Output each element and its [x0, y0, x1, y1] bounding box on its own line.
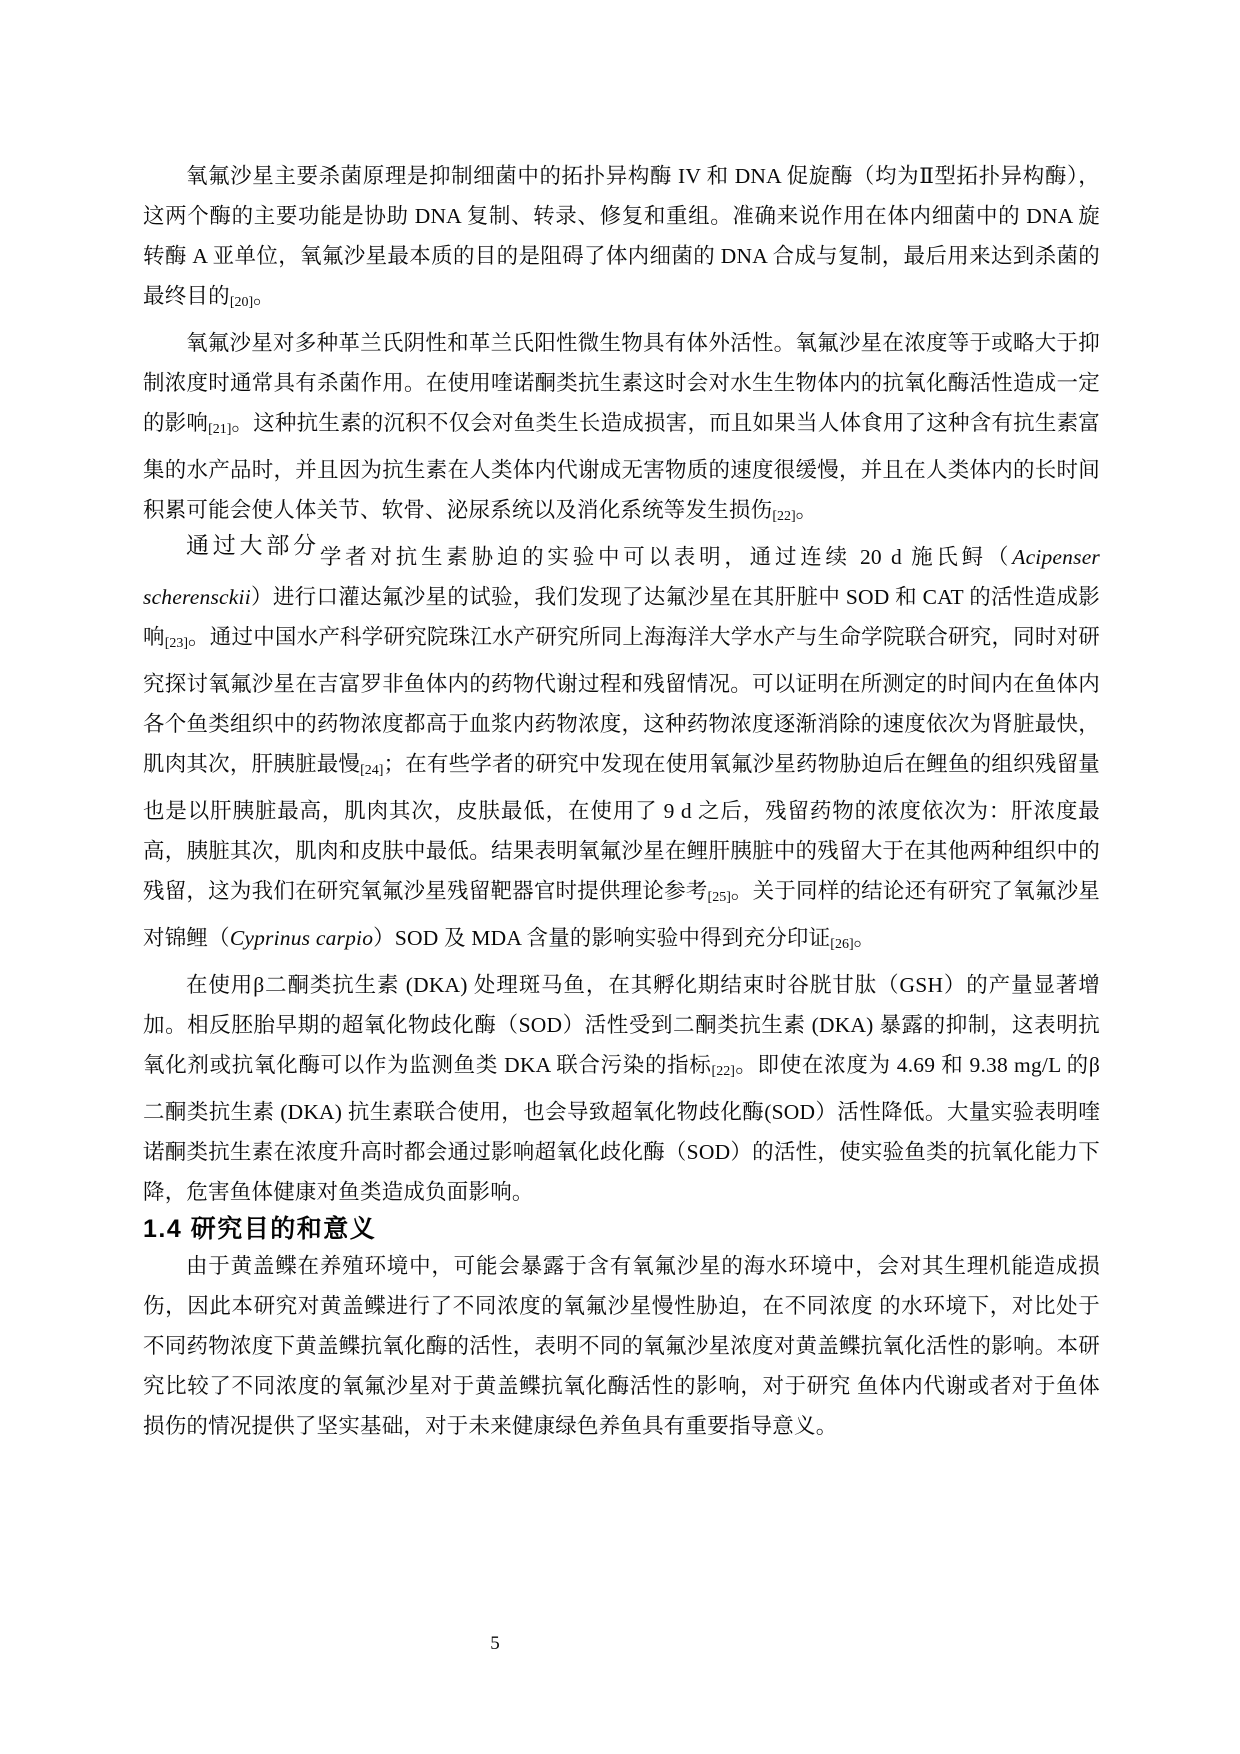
text-run: 氧氟沙星对多种革兰氏阴性和革兰氏阳性微生物具有体外活性。氧氟沙星在浓度等于或略大于抑制浓度时通常具有杀菌作用。在使用喹诺酮类抗生素这时会对水生生物体内的抗氧化酶活性造成一定的影响: [143, 331, 1100, 435]
citation-ref-21: [21]: [208, 422, 232, 437]
text-run: ）进行口灌达氟沙星的试验，我们发现了达氟沙星在其肝脏中 SOD 和 CAT 的活性造成影响: [143, 585, 1100, 649]
text-run: 。关于同样的结论还有研究了氧氟沙星对锦鲤（: [143, 879, 1100, 950]
citation-ref-20: [20]: [229, 295, 254, 310]
page-number: 5: [490, 1633, 500, 1654]
citation-ref-26: [26]: [830, 937, 854, 952]
species-name-latin: Acipenser scherensckii: [143, 545, 1101, 609]
text-run: ；在有些学者的研究中发现在使用氧氟沙星药物胁迫后在鲤鱼的组织残留量也是以肝胰脏最高，肌肉其次，皮肤最低，在使用了 9 d 之后，残留药物的浓度依次为：肝浓度最高，胰脏其次，肌肉和皮肤中最低。结果表明氧氟沙星在鲤肝胰脏中的残留大于在其他两种组织中的残留，这为我们在研究氧氟沙星残留靶器官时提供理论参考: [143, 752, 1100, 903]
text-run: 。: [253, 284, 275, 308]
paragraph-4: [143, 965, 1100, 1212]
text-run: 。: [795, 498, 818, 522]
citation-ref-24: [24]: [360, 763, 384, 778]
text-run: 氧氟沙星主要杀菌原理是抑制细菌中的拓扑异构酶 IV 和 DNA 促旋酶（均为Ⅱ型拓扑异构酶），这两个酶的主要功能是协助 DNA 复制、转录、修复和重组。准确来说作用在体内细菌中的 DNA 旋转酶 A 亚单位，氧氟沙星最本质的目的是阻碍了体内细菌的 DNA 合成与复制，最后用来达到杀菌的最终目的: [143, 164, 1100, 308]
section-heading-1-4: 1.4 研究目的和意义: [143, 1215, 377, 1243]
text-run: 。即使在浓度为 4.69 和 9.38 mg/L 的β二酮类抗生素 (DKA) 抗生素联合使用，也会导致超氧化物歧化酶(SOD）活性降低。大量实验表明喹诺酮类抗生素在浓度升高时都会通过影响超氧化歧化酶（SOD）的活性，使实验鱼类的抗氧化能力下降，危害鱼体健康对鱼类造成负面影响。: [143, 1053, 1100, 1204]
species-name-latin: Cyprinus carpio: [229, 926, 374, 950]
paragraph-2: [143, 323, 1100, 537]
page-body-text: [143, 156, 1100, 1446]
citation-ref-23: [23]: [164, 636, 189, 651]
text-run: 学者对抗生素胁迫的实验中可以表明，通过连续 20 d 施氏鲟（: [319, 545, 1013, 569]
text-run: ）SOD 及 MDA 含量的影响实验中得到充分印证: [373, 926, 831, 950]
misaligned-text-run: 通过大部分: [186, 533, 320, 558]
citation-ref-25: [25]: [707, 890, 731, 905]
text-run: 在使用β二酮类抗生素 (DKA) 处理斑马鱼，在其孵化期结束时谷胱甘肽（GSH）的产量显著增加。相反胚胎早期的超氧化物歧化酶（SOD）活性受到二酮类抗生素 (DKA) 暴露的抑制，这表明抗氧化剂或抗氧化酶可以作为监测鱼类 DKA 联合污染的指标: [143, 973, 1100, 1077]
text-run: 。通过中国水产科学研究院珠江水产研究所同上海海洋大学水产与生命学院联合研究，同时对研究探讨氧氟沙星在吉富罗非鱼体内的药物代谢过程和残留情况。可以证明在所测定的时间内在鱼体内各个鱼类组织中的药物浓度都高于血浆内药物浓度，这种药物浓度逐渐消除的速度依次为肾脏最快，肌肉其次，肝胰脏最慢: [143, 625, 1101, 776]
citation-ref-22: [22]: [772, 509, 796, 524]
text-run: 。这种抗生素的沉积不仅会对鱼类生长造成损害，而且如果当人体食用了这种含有抗生素富集的水产品时，并且因为抗生素在人类体内代谢成无害物质的速度很缓慢，并且在人类体内的长时间积累可能会使人体关节、软骨、泌尿系统以及消化系统等发生损伤: [143, 411, 1100, 522]
paragraph-3: [143, 533, 1101, 965]
paragraph-5: [143, 1246, 1100, 1446]
text-run: 。: [853, 926, 876, 950]
paragraph-1: [143, 156, 1100, 323]
text-run: 由于黄盖鲽在养殖环境中，可能会暴露于含有氧氟沙星的海水环境中，会对其生理机能造成损伤，因此本研究对黄盖鲽进行了不同浓度的氧氟沙星慢性胁迫，在不同浓度 的水环境下，对比处于不同药物浓度下黄盖鲽抗氧化酶的活性，表明不同的氧氟沙星浓度对黄盖鲽抗氧化活性的影响。本研究比较了不同浓度的氧氟沙星对于黄盖鲽抗氧化酶活性的影响，对于研究 鱼体内代谢或者对于鱼体损伤的情况提供了坚实基础，对于未来健康绿色养鱼具有重要指导意义。: [143, 1254, 1100, 1438]
citation-ref-22: [22]: [711, 1064, 735, 1079]
